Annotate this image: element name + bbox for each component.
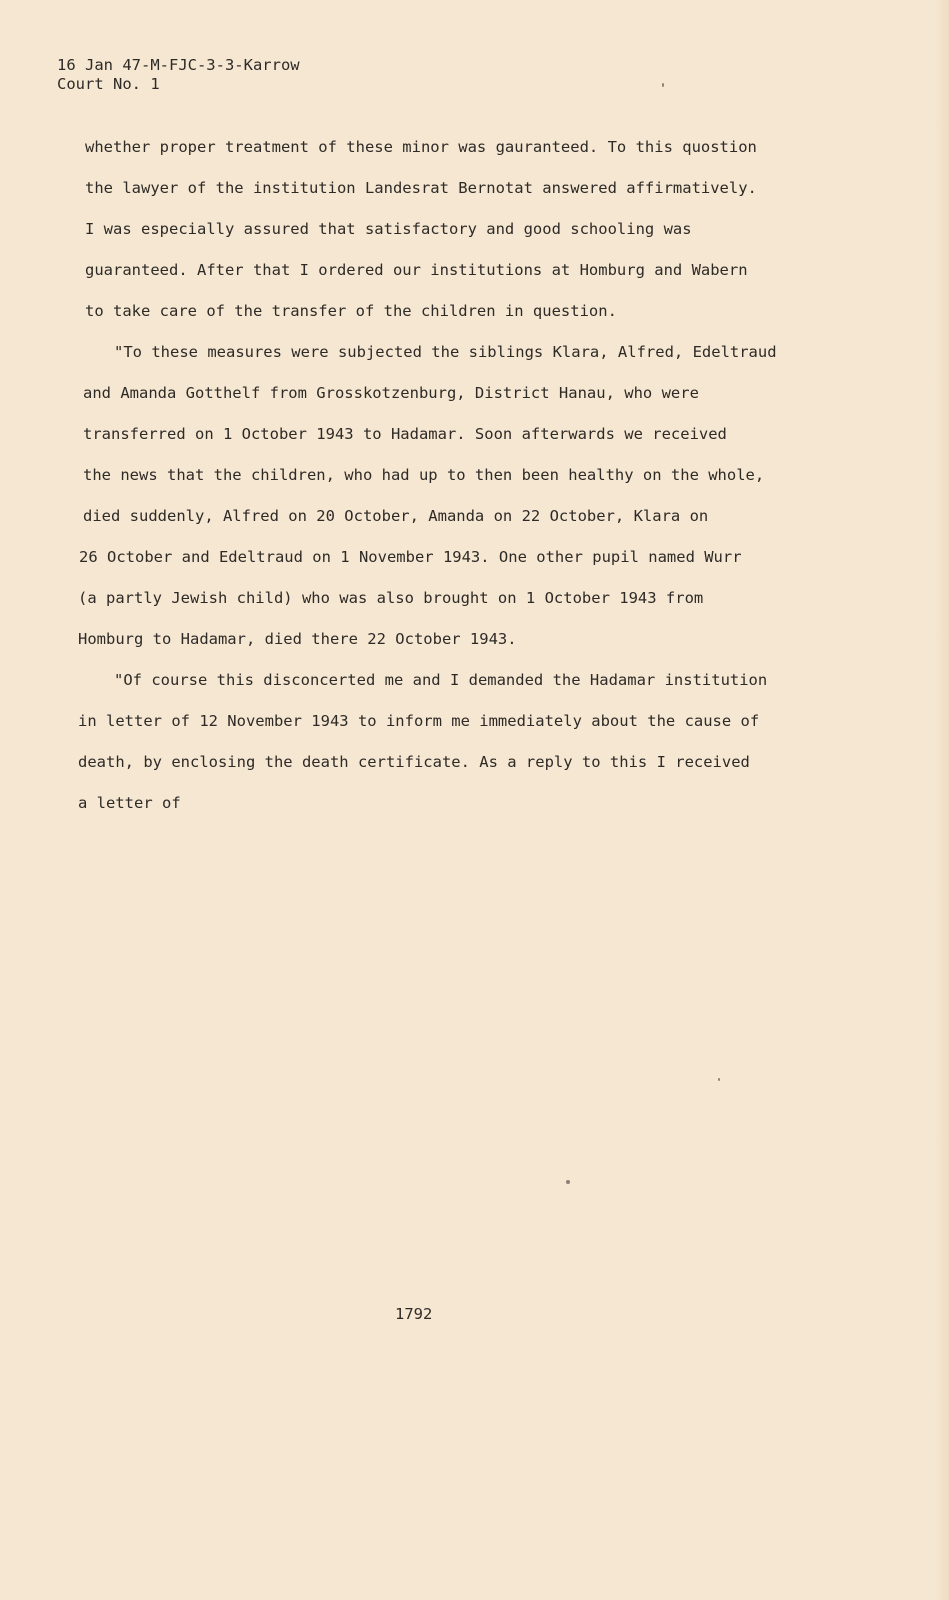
body-line: guaranteed. After that I ordered our institutions at Homburg and Wabern	[85, 261, 748, 279]
header-court-number: Court No. 1	[57, 75, 160, 93]
body-line: Homburg to Hadamar, died there 22 October 1943.	[78, 630, 517, 648]
body-line: in letter of 12 November 1943 to inform me immediately about the cause of	[78, 712, 760, 730]
body-line: the news that the children, who had up to then been healthy on the whole,	[83, 466, 765, 484]
paper-speck	[718, 1078, 720, 1081]
body-line: I was especially assured that satisfactory and good schooling was	[85, 220, 692, 238]
body-line: died suddenly, Alfred on 20 October, Amanda on 22 October, Klara on	[83, 507, 709, 525]
body-line: death, by enclosing the death certificate. As a reply to this I received	[78, 753, 750, 771]
body-line: to take care of the transfer of the children in question.	[85, 302, 617, 320]
body-line: "To these measures were subjected the siblings Klara, Alfred, Edeltraud	[114, 343, 777, 361]
body-line: transferred on 1 October 1943 to Hadamar. Soon afterwards we received	[83, 425, 727, 443]
paper-speck	[662, 83, 664, 87]
page-number: 1792	[395, 1305, 433, 1323]
body-line: (a partly Jewish child) who was also brought on 1 October 1943 from	[78, 589, 704, 607]
body-line: a letter of	[78, 794, 181, 812]
header-case-reference: 16 Jan 47-M-FJC-3-3-Karrow	[57, 56, 300, 74]
body-line: whether proper treatment of these minor was gauranteed. To this quostion	[85, 138, 757, 156]
body-line: "Of course this disconcerted me and I demanded the Hadamar institution	[114, 671, 768, 689]
body-line: the lawyer of the institution Landesrat Bernotat answered affirmatively.	[85, 179, 757, 197]
document-header	[57, 56, 300, 94]
page-edge	[935, 0, 949, 1600]
body-line: and Amanda Gotthelf from Grosskotzenburg, District Hanau, who were	[83, 384, 699, 402]
paper-speck	[566, 1180, 570, 1184]
body-line: 26 October and Edeltraud on 1 November 1943. One other pupil named Wurr	[79, 548, 742, 566]
